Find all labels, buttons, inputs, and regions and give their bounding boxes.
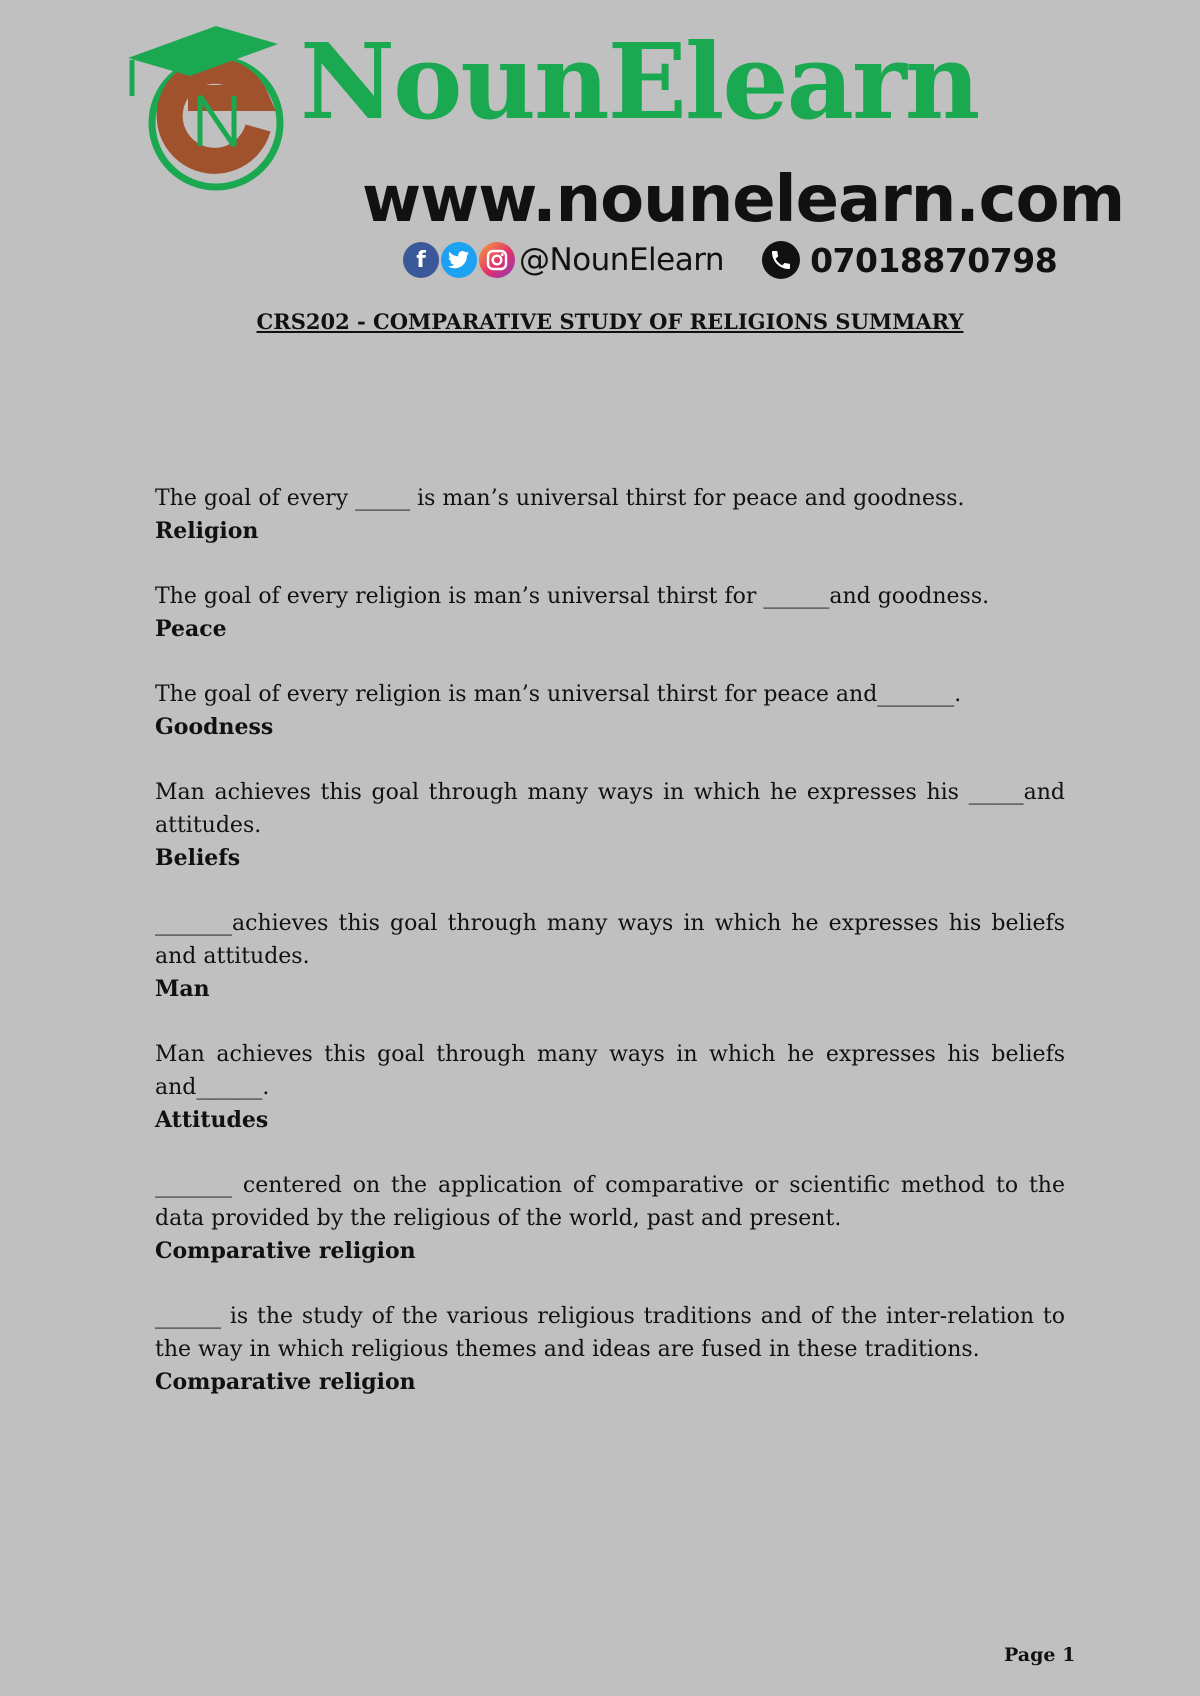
question-text: _______ centered on the application of comparative or scientific method to the data provided by the religious of the world, past and present. (155, 1173, 1065, 1231)
page-header (120, 14, 1125, 289)
qa-item (155, 1300, 1065, 1398)
qa-item (155, 1038, 1065, 1136)
instagram-icon (479, 242, 515, 278)
phone-number: 07018870798 (810, 240, 1058, 280)
qa-item (155, 580, 1065, 645)
question-text: The goal of every religion is man’s universal thirst for ______and goodness. (155, 584, 990, 609)
answer-text: Goodness (155, 714, 274, 740)
qa-item (155, 1169, 1065, 1267)
question-text: Man achieves this goal through many ways in which he expresses his _____and attitudes. (155, 780, 1065, 838)
qa-item (155, 776, 1065, 874)
page-number: Page 1 (1004, 1644, 1076, 1666)
phone-icon (762, 241, 800, 279)
answer-text: Comparative religion (155, 1369, 416, 1395)
qa-item (155, 907, 1065, 1005)
answer-text: Beliefs (155, 845, 241, 871)
answer-text: Attitudes (155, 1107, 269, 1133)
answer-text: Religion (155, 518, 259, 544)
document-title: CRS202 - COMPARATIVE STUDY OF RELIGIONS SUMMARY (256, 309, 964, 334)
social-handle: @NounElearn (519, 242, 725, 278)
question-text: Man achieves this goal through many ways in which he expresses his beliefs and______. (155, 1042, 1065, 1100)
question-answer-list (155, 482, 1065, 1431)
question-text: ______ is the study of the various religious traditions and of the inter-relation to the way in which religious themes and ideas are fused in these traditions. (155, 1304, 1065, 1362)
answer-text: Comparative religion (155, 1238, 416, 1264)
question-text: The goal of every religion is man’s universal thirst for peace and_______. (155, 682, 962, 707)
answer-text: Peace (155, 616, 227, 642)
brand-url: www.nounelearn.com (362, 163, 1125, 237)
qa-item (155, 482, 1065, 547)
twitter-icon (441, 242, 477, 278)
nounelearn-logo-icon (128, 18, 298, 203)
brand-name: NounElearn (300, 20, 979, 143)
facebook-icon: f (403, 242, 439, 278)
question-text: _______achieves this goal through many ways in which he expresses his beliefs and attitudes. (155, 911, 1065, 969)
qa-item (155, 678, 1065, 743)
answer-text: Man (155, 976, 210, 1002)
question-text: The goal of every _____ is man’s universal thirst for peace and goodness. (155, 486, 965, 511)
social-contact-row (403, 240, 1057, 280)
